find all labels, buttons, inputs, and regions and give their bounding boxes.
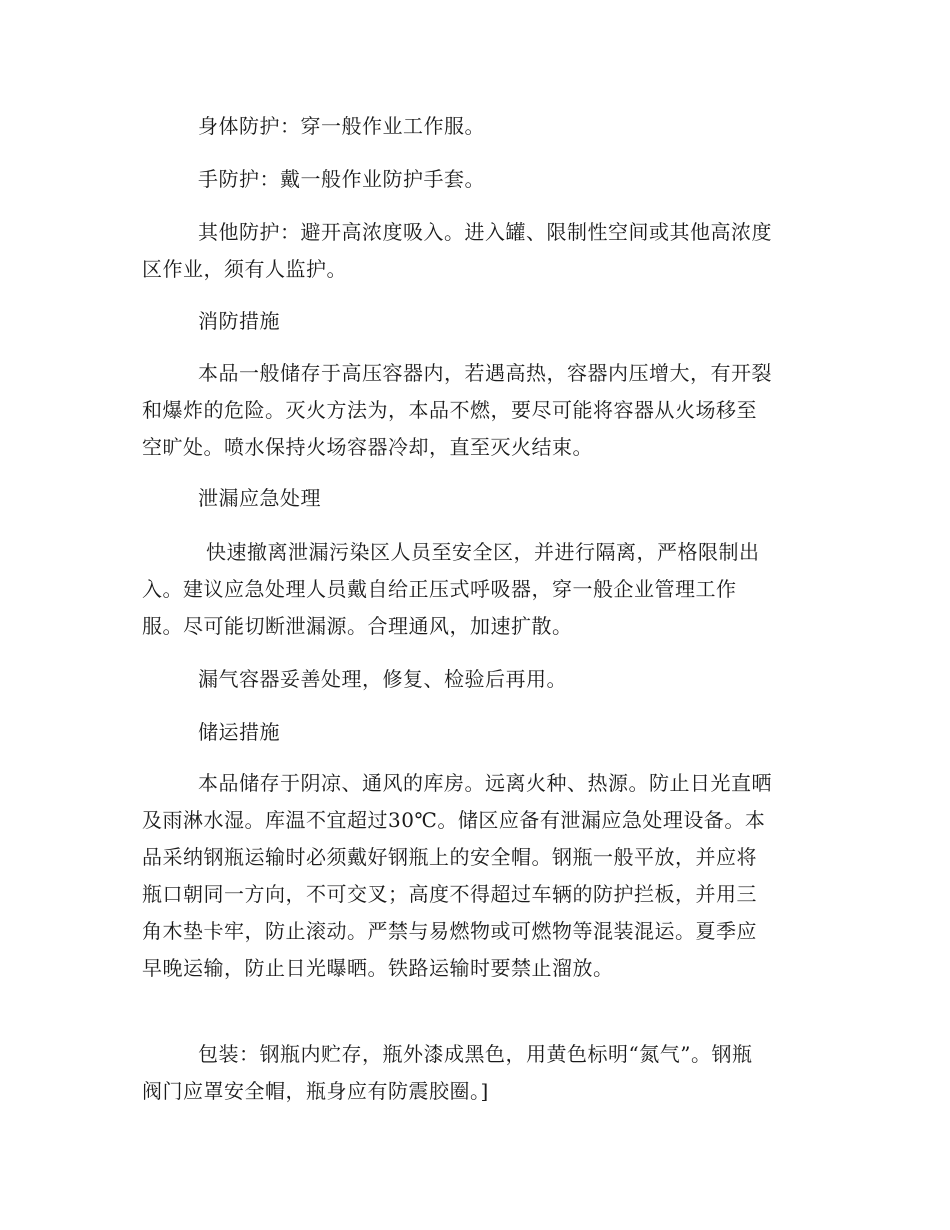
- text-line: 包装：钢瓶内贮存，瓶外漆成黑色，用黄色标明“氮气”。钢瓶: [198, 1042, 753, 1066]
- text-line: 入。建议应急处理人员戴自给正压式呼吸器，穿一般企业管理工作: [142, 577, 737, 601]
- text-line: 快速撤离泄漏污染区人员至安全区，并进行隔离，严格限制出: [206, 540, 760, 564]
- packaging-paragraph: [142, 1036, 807, 1110]
- text-line: 区作业，须有人监护。: [142, 257, 347, 281]
- text-line: 本品储存于阴凉、通风的库房。远离火种、热源。防止日光直晒: [198, 771, 772, 795]
- text-line: 瓶口朝同一方向，不可交叉；高度不得超过车辆的防护拦板，并用三: [142, 882, 757, 906]
- text-line: 及雨淋水湿。库温不宜超过30℃。储区应备有泄漏应急处理设备。本: [142, 808, 766, 832]
- fire-measures-heading: 消防措施: [198, 309, 280, 333]
- text-line: 其他防护：避开高浓度吸入。进入罐、限制性空间或其他高浓度: [198, 220, 772, 244]
- leak-response-heading: 泄漏应急处理: [198, 486, 321, 510]
- text-line: 空旷处。喷水保持火场容器冷却，直至灭火结束。: [142, 435, 593, 459]
- text-line: 和爆炸的危险。灭火方法为，本品不燃，要尽可能将容器从火场移至: [142, 398, 757, 422]
- text-line: 阀门应罩安全帽，瓶身应有防震胶圈。]: [142, 1079, 489, 1103]
- text-line: 早晚运输，防止日光曝晒。铁路运输时要禁止溜放。: [142, 956, 614, 980]
- fire-measures-paragraph: [142, 355, 807, 466]
- text-line: 角木垫卡牢，防止滚动。严禁与易燃物或可燃物等混装混运。夏季应: [142, 919, 757, 943]
- leak-response-paragraph: [142, 534, 807, 645]
- leak-container-text: 漏气容器妥善处理，修复、检验后再用。: [198, 667, 567, 691]
- text-line: 品采纳钢瓶运输时必须戴好钢瓶上的安全帽。钢瓶一般平放，并应将: [142, 845, 757, 869]
- hand-protection-text: 手防护：戴一般作业防护手套。: [198, 167, 485, 191]
- other-protection-paragraph: [142, 214, 807, 288]
- text-line: 服。尽可能切断泄漏源。合理通风，加速扩散。: [142, 614, 573, 638]
- storage-transport-heading: 储运措施: [198, 720, 280, 744]
- body-protection-text: 身体防护：穿一般作业工作服。: [198, 114, 485, 138]
- storage-transport-paragraph: [142, 765, 807, 987]
- text-line: 本品一般储存于高压容器内，若遇高热，容器内压增大，有开裂: [198, 361, 772, 385]
